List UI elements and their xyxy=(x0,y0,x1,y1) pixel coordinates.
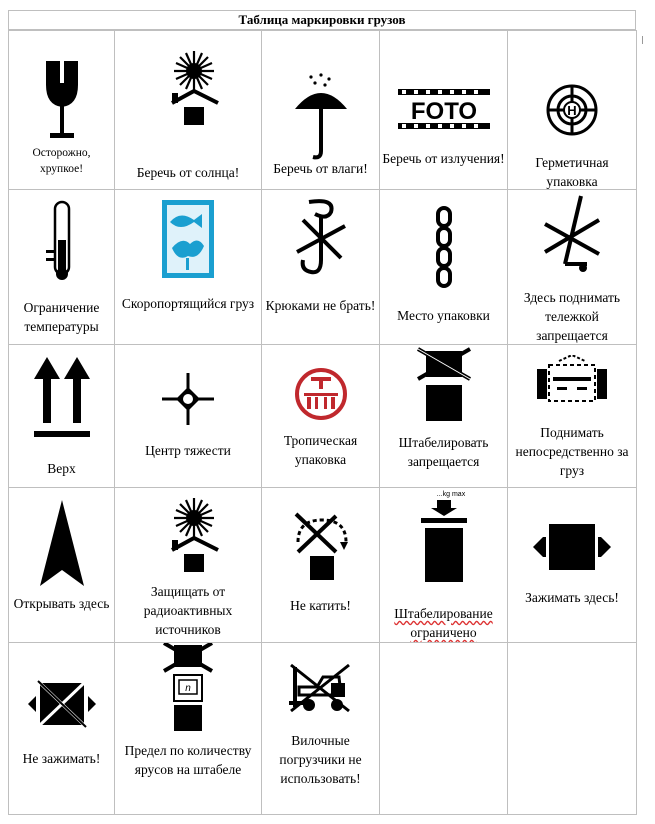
table-cell xyxy=(262,488,380,643)
table-cell xyxy=(9,488,115,643)
cell-label: Ограничение температуры xyxy=(23,300,100,334)
cell-label: Штабелировать запрещается xyxy=(398,435,489,469)
tier-count-caption: n xyxy=(185,683,191,694)
this-way-up-arrows-icon xyxy=(9,357,114,457)
table-cell xyxy=(508,488,637,643)
table-cell xyxy=(262,190,380,345)
cell-label: Здесь поднимать тележкой запрещается xyxy=(523,290,621,343)
stacking-limit-caption: ...kg max xyxy=(436,491,465,498)
table-cell xyxy=(115,190,262,345)
table-cell xyxy=(115,488,262,643)
cell-label xyxy=(382,604,505,642)
marking-grid xyxy=(8,30,637,815)
cell-label: Беречь от влаги! xyxy=(273,161,368,176)
cell-label: Скоропортящийся груз xyxy=(121,296,255,311)
cell-label: Беречь от солнца! xyxy=(136,165,240,180)
table-cell xyxy=(9,31,115,190)
table-title: Таблица маркировки грузов xyxy=(8,10,636,30)
cell-label: Беречь от излучения! xyxy=(382,151,505,166)
no-stacking-icon xyxy=(380,347,507,447)
cell-label: Открывать здесь xyxy=(13,596,110,611)
table-cell xyxy=(262,31,380,190)
table-cell xyxy=(9,345,115,488)
temperature-limit-icon xyxy=(9,200,114,300)
open-here-arrow-icon xyxy=(9,500,114,600)
table-cell xyxy=(262,345,380,488)
cell-label: Центр тяжести xyxy=(145,443,231,458)
cell-label: Защищать от радиоактивных источников xyxy=(143,584,233,637)
empty-cell xyxy=(508,643,637,815)
cell-label: Вилочные погрузчики не использовать! xyxy=(279,733,362,786)
table-cell xyxy=(380,345,508,488)
table-cell xyxy=(508,190,637,345)
cell-label: Тропическая упаковка xyxy=(283,433,358,467)
keep-away-from-sun-icon xyxy=(115,43,261,143)
svg-text:FOTO: FOTO xyxy=(410,98,477,125)
cell-label: Поднимать непосредственно за груз xyxy=(515,425,629,478)
cell-label: Осторожно, хрупкое! xyxy=(32,147,91,175)
table-cell xyxy=(115,31,262,190)
sling-here-chain-icon xyxy=(380,206,507,306)
cell-label: Предел по количеству ярусов на штабеле xyxy=(124,743,252,777)
table-cell xyxy=(508,345,637,488)
cell-label: Верх xyxy=(47,461,76,476)
empty-cell xyxy=(380,643,508,815)
table-cell xyxy=(115,643,262,815)
cell-label: Не катить! xyxy=(290,598,351,613)
table-cell xyxy=(9,643,115,815)
cell-label: Герметичная упаковка xyxy=(535,155,609,189)
protect-from-radioactive-icon xyxy=(115,494,261,594)
table-cell xyxy=(380,190,508,345)
table-cell xyxy=(508,31,637,190)
table-cell xyxy=(380,31,508,190)
svg-text:H: H xyxy=(567,103,577,118)
perishable-cargo-icon xyxy=(115,200,261,300)
cell-label: Место упаковки xyxy=(397,308,490,323)
cell-label-text: Штабелирование ограничено xyxy=(394,606,493,640)
no-hand-truck-icon xyxy=(508,194,636,294)
keep-dry-umbrella-icon xyxy=(262,71,379,171)
table-cell xyxy=(9,190,115,345)
table-edge-mark xyxy=(642,36,643,44)
cell-label: Зажимать здесь! xyxy=(525,590,619,605)
cell-label: Не зажимать! xyxy=(22,751,101,766)
cell-label: Крюками не брать! xyxy=(265,298,376,313)
stack-tier-limit-icon xyxy=(115,643,261,743)
protect-from-radiation-foto-icon xyxy=(380,89,507,189)
table-cell xyxy=(262,643,380,815)
no-hooks-icon xyxy=(262,198,379,298)
table-cell xyxy=(380,488,508,643)
stacking-limit-icon xyxy=(380,488,507,588)
table-cell xyxy=(115,345,262,488)
